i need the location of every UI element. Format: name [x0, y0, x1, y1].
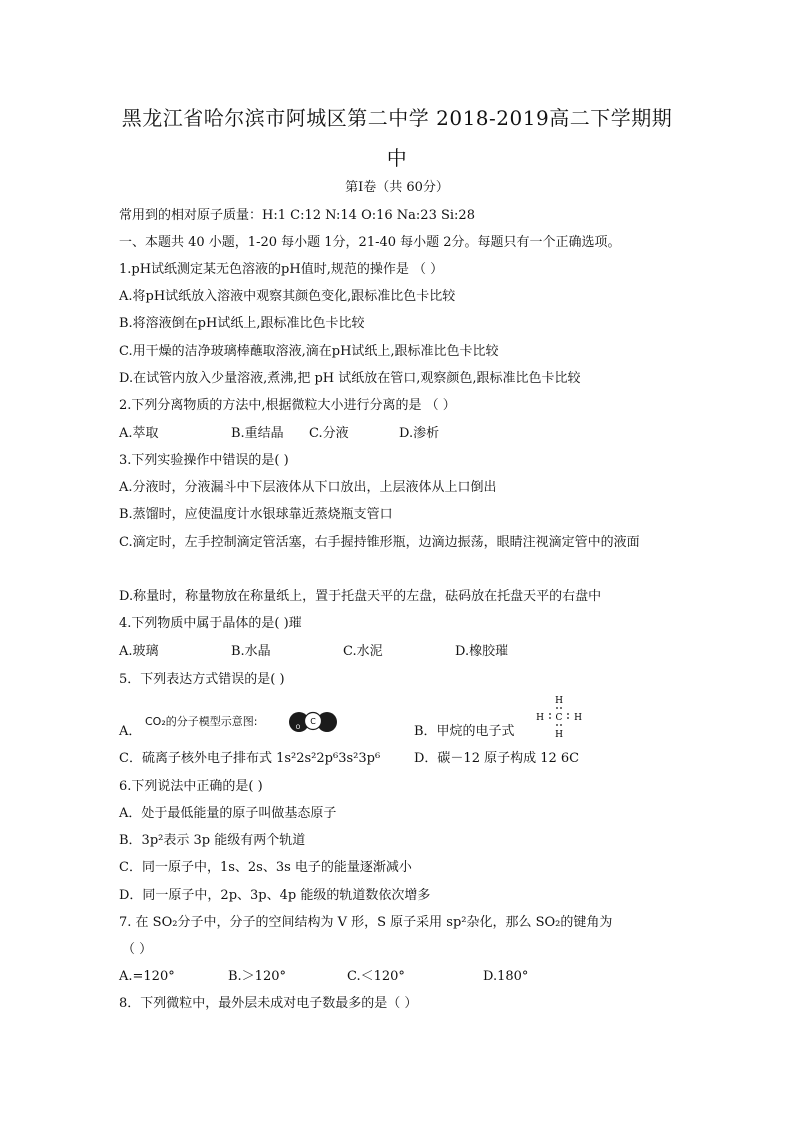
q6-option-a: A．处于最低能量的原子叫做基态原子: [119, 806, 337, 821]
methane-h-right: H: [574, 713, 582, 723]
q4-option-a: A.玻璃: [119, 644, 159, 659]
q1-option-a: A.将pH试纸放入溶液中观察其颜色变化,跟标准比色卡比较: [119, 289, 456, 304]
methane-h-top: H: [555, 696, 563, 706]
q3-option-b: B.蒸馏时，应使温度计水银球靠近蒸烧瓶支管口: [119, 507, 393, 522]
q2-option-a: A.萃取: [119, 426, 159, 441]
q3-option-d: D.称量时，称量物放在称量纸上，置于托盘天平的左盘，砝码放在托盘天平的右盘中: [119, 589, 602, 604]
q1-option-b: B.将溶液倒在pH试纸上,跟标准比色卡比较: [119, 316, 365, 331]
q7-paren: （ ）: [122, 942, 153, 957]
q6-option-d: D．同一原子中，2p、3p、4p 能级的轨道数依次增多: [119, 888, 431, 903]
q1-stem: 1.pH试纸测定某无色溶液的pH值时,规范的操作是 （ ）: [119, 262, 444, 277]
q5-option-c: C．硫离子核外电子排布式 1s²2s²2p⁶3s²3p⁶: [119, 751, 381, 766]
methane-h-left: H: [536, 713, 544, 723]
q2-option-d: D.渗析: [399, 426, 440, 441]
q2-option-c: C.分液: [309, 426, 349, 441]
q6-option-b: B．3p²表示 3p 能级有两个轨道: [119, 833, 306, 848]
methane-electron-formula: [535, 694, 583, 740]
q5-option-d: D．碳－12 原子构成 12 6C: [414, 751, 580, 766]
exam-title-line2: 中: [386, 146, 408, 170]
q3-option-c: C.滴定时，左手控制滴定管活塞，右手握持锥形瓶，边滴边振荡，眼睛注视滴定管中的液面: [119, 535, 640, 550]
co2-molecule-model: [287, 710, 339, 734]
q3-option-a: A.分液时，分液漏斗中下层液体从下口放出，上层液体从上口倒出: [119, 480, 497, 495]
q2-option-b: B.重结晶: [231, 426, 284, 441]
q4-option-b: B.水晶: [231, 644, 271, 659]
q3-stem: 3.下列实验操作中错误的是( ): [119, 453, 289, 468]
q7-stem: 7. 在 SO₂分子中，分子的空间结构为 V 形，S 原子采用 sp²杂化，那么 SO₂的键角为: [119, 915, 613, 930]
q8-stem: 8．下列微粒中，最外层未成对电子数最多的是（ ）: [119, 996, 418, 1011]
q7-option-a: A.=120°: [119, 969, 175, 984]
section-title: 第Ⅰ卷（共 60分）: [345, 180, 449, 195]
q6-option-c: C．同一原子中，1s、2s、3s 电子的能量逐渐减小: [119, 860, 412, 875]
q4-stem: 4.下列物质中属于晶体的是( )璀: [119, 616, 302, 631]
q5-stem: 5．下列表达方式错误的是( ): [119, 672, 285, 687]
q2-stem: 2.下列分离物质的方法中,根据微粒大小进行分离的是 （ ）: [119, 398, 456, 413]
co2-oxygen-letter: O: [295, 724, 301, 731]
q7-option-b: B.＞120°: [228, 969, 286, 984]
atomic-masses: 常用到的相对原子质量：H:1 C:12 N:14 O:16 Na:23 Si:28: [119, 208, 475, 223]
q4-option-c: C.水泥: [343, 644, 383, 659]
q1-option-d: D.在试管内放入少量溶液,煮沸,把 pH 试纸放在管口,观察颜色,跟标准比色卡比较: [119, 371, 581, 386]
instructions: 一、本题共 40 小题，1-20 每小题 1分，21-40 每小题 2分。每题只有一个正确选项。: [119, 235, 621, 250]
q4-option-d: D.橡胶璀: [455, 644, 509, 659]
q5-option-b: B．甲烷的电子式: [414, 724, 515, 739]
q7-option-d: D.180°: [483, 969, 529, 984]
co2-carbon-letter: C: [310, 717, 316, 726]
q5-option-a-label: CO₂的分子模型示意图:: [145, 715, 258, 728]
methane-c: C: [555, 713, 563, 723]
exam-title-line1: 黑龙江省哈尔滨市阿城区第二中学 2018-2019高二下学期期: [121, 106, 673, 130]
q1-option-c: C.用干燥的洁净玻璃棒蘸取溶液,滴在pH试纸上,跟标准比色卡比较: [119, 344, 499, 359]
q6-stem: 6.下列说法中正确的是( ): [119, 779, 263, 794]
q7-option-c: C.＜120°: [347, 969, 405, 984]
q5-option-a-prefix: A．: [119, 724, 142, 739]
methane-h-bottom: H: [555, 730, 563, 740]
